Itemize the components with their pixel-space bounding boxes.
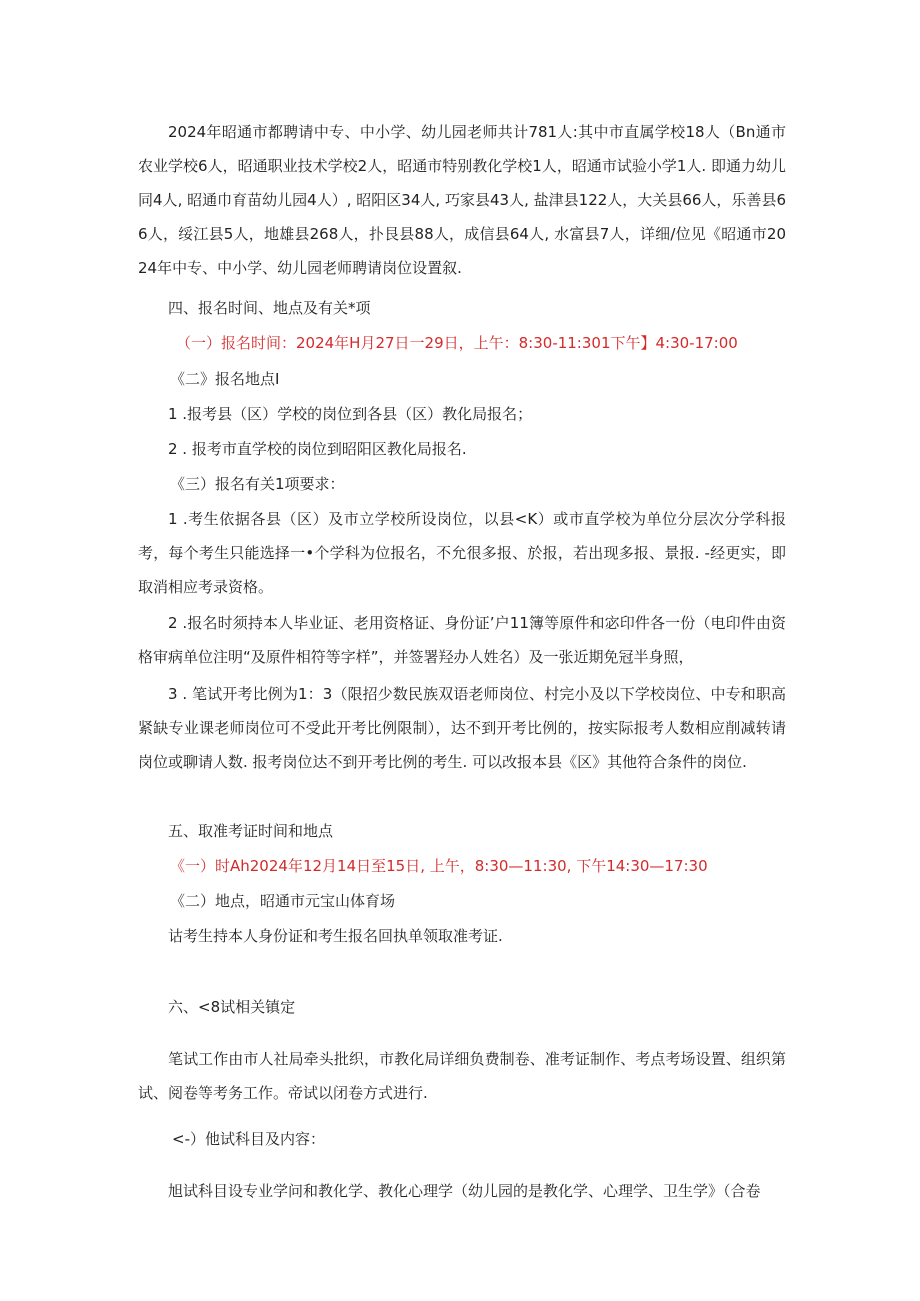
requirement-item-1: 1 .考生依据各县（区）及市立学校所设岗位，以县<K）或市直学校为单位分层次分学科报考，每个考生只能选择一•个学科为位报名，不允很多报、於报，若出现多报、景报. -经更实，即取消相应考录资格。: [138, 510, 786, 596]
registration-location-item-2: 2 . 报考市直学校的岗位到昭阳区教化局报名.: [168, 440, 467, 458]
registration-requirements-heading: 《三）报名有关1项要求：: [170, 475, 345, 493]
admission-ticket-note: 诂考生持本人身份证和考生报名回执单领取准考证.: [168, 927, 503, 945]
exam-subjects-heading: <-）他试科目及内容：: [172, 1130, 325, 1148]
requirement-item-2: 2 .报名时须持本人毕业证、老用资格证、身份证’户11簿等原件和宓印件各一份（电印件由资格审病单位注明“及原件相符等字样”，并签署羟办人姓名）及一张近期免冠半身照，: [138, 614, 786, 666]
requirement-item-3: 3 . 笔试开考比例为1：3（限招少数民族双语老师岗位、村完小及以下学校岗位、中专和职高紧缺专业课老师岗位可不受此开考比例限制），达不到开考比例的，按实际报考人数相应削减转请岗位或聊请人数. 报考岗位达不到开考比例的考生. 可以改报本县《区》其他符合条件的岗位.: [138, 685, 786, 771]
section-5-heading: 五、取准考证时间和地点: [168, 822, 334, 840]
registration-location-heading: 《二》报名地点I: [170, 370, 280, 388]
paragraph-recruitment-quota: 2024年昭通市都聘请中专、中小学、幼儿园老师共计781人:其中市直属学校18人（Bn通市农业学校6人，昭通职业技术学校2人，昭通市特别教化学校1人，昭通市试验小学1人. 即通力幼儿同4人, 昭通巾育苗幼儿园4人）, 昭阳区34人, 巧家县43人, 盐津县122人，大关县66人，乐善县66人，绥江县5人，地雄县268人，扑艮县88人，成信县64人, 水富县7人，详细/位见《昭通市2024年中专、中小学、幼儿园老师聘请岗位设置叙.: [138, 123, 786, 277]
registration-location-item-1: 1 .报考县（区）学校的岗位到各县（区）教化局报名；: [168, 405, 533, 423]
section-4-heading: 四、报名时间、地点及有关*项: [168, 299, 371, 317]
written-exam-organization: 笔试工作由市人社局牵头批织，市教化局详细负费制卷、准考证制作、考点考场设置、组织第试、阅卷等考务工作。帝试以闭卷方式进行.: [138, 1050, 786, 1102]
admission-ticket-time: 《一）时Ah2024年12月14日至15日, 上午，8:30—11:30, 下午14:30—17:30: [170, 857, 708, 875]
registration-time: （一）报名时间：2024年H月27日一29日，上午：8:30-11:301下午】4:30-17:00: [176, 334, 738, 352]
exam-subjects-body: 旭试科目设专业学问和教化学、教化心理学（幼儿园的是教化学、心理学、卫生学》（合卷: [168, 1182, 761, 1200]
section-6-heading: 六、<8试相关镇定: [168, 998, 296, 1016]
admission-ticket-location: 《二）地点，昭通市元宝山体育场: [170, 892, 396, 910]
